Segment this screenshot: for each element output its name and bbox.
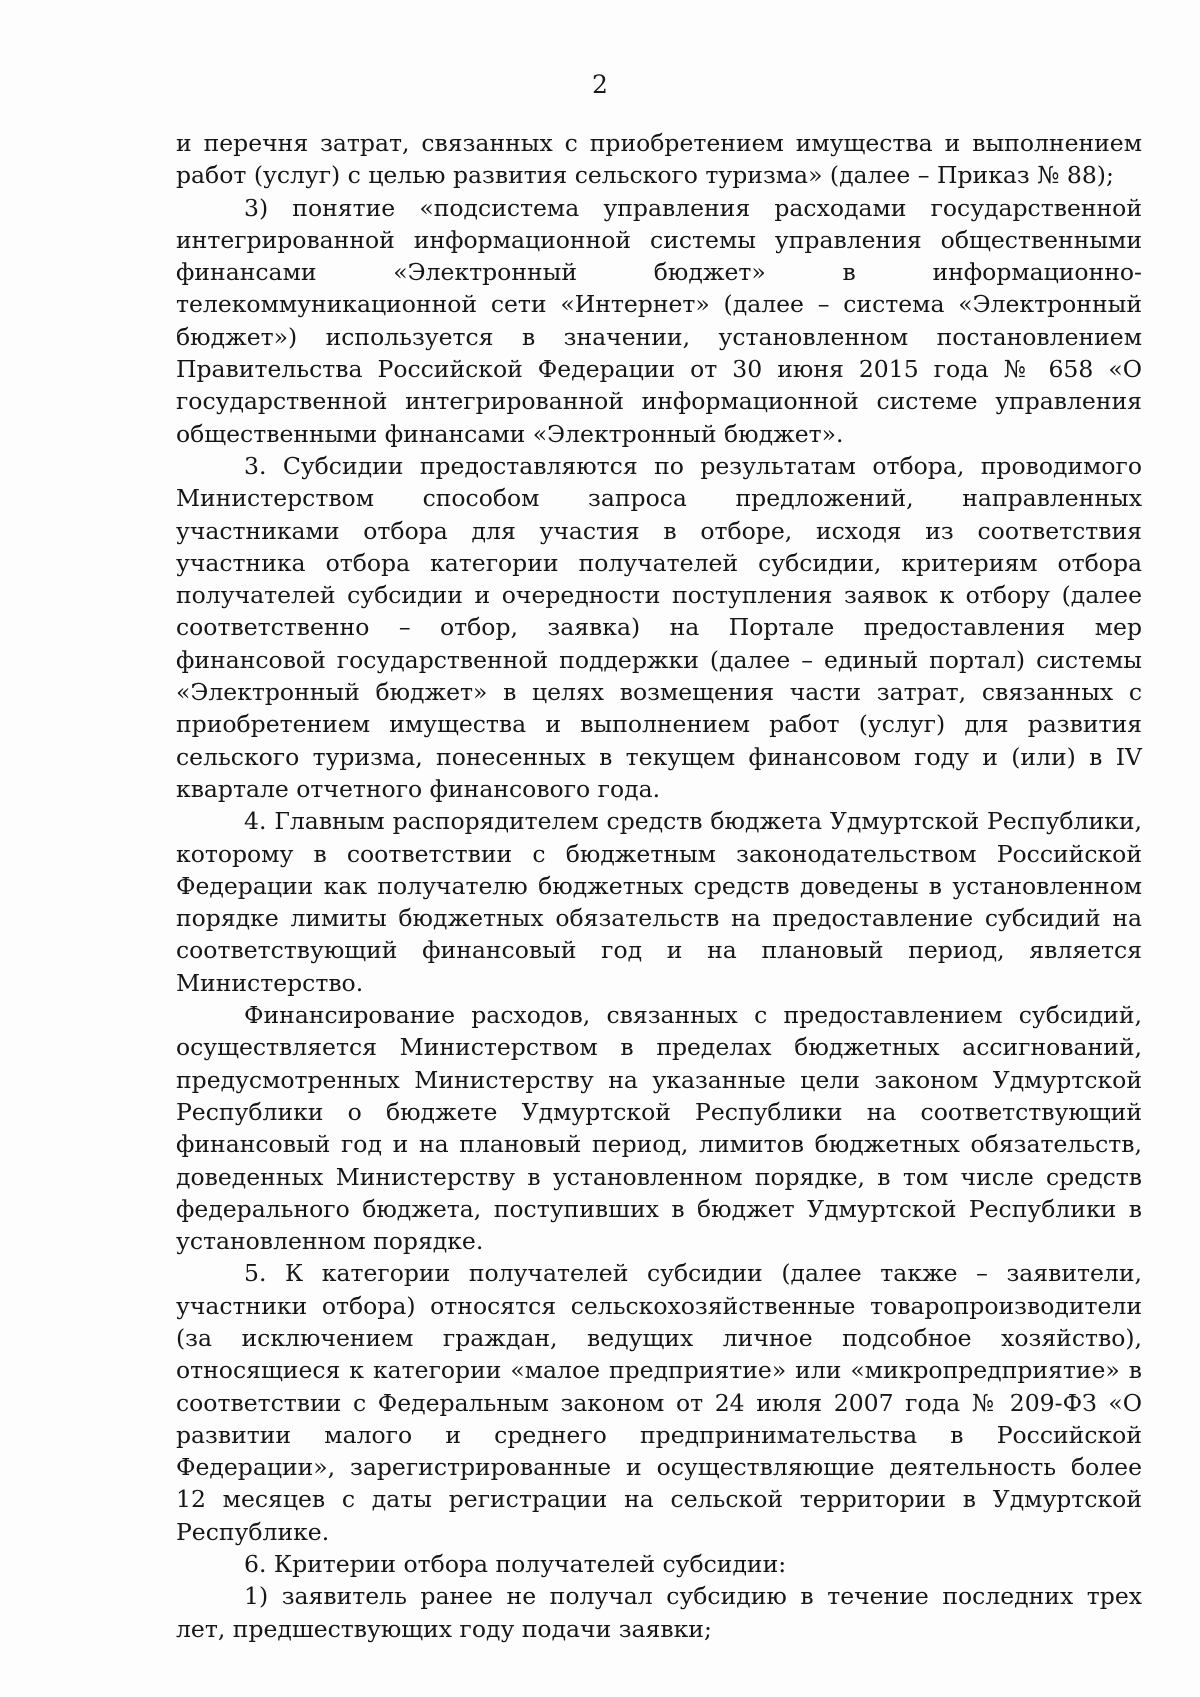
page-number: 2 bbox=[592, 70, 608, 99]
paragraph-item-3-definition: 3) понятие «подсистема управления расходами государственной интегрированной информационной системы управления общественными финансами «Электронный бюджет» в информационно-телекоммуникационной сети «Интернет» (далее – система «Электронный бюджет») используется в значении, установленном постановлением Правительства Российской Федерации от 30 июня 2015 года № 658 «О государственной интегрированной информационной системе управления общественными финансами «Электронный бюджет». bbox=[176, 193, 1142, 448]
paragraph-criterion-1: 1) заявитель ранее не получал субсидию в течение последних трех лет, предшествующих году подачи заявки; bbox=[176, 1582, 1142, 1643]
paragraph-clause-4: 4. Главным распорядителем средств бюджета Удмуртской Республики, которому в соответствии с бюджетным законодательством Российской Федерации как получателю бюджетных средств доведены в установленном порядке лимиты бюджетных обязательств на предоставление субсидий на соответствующий финансовый год и на плановый период, является Министерство. bbox=[176, 807, 1142, 997]
document-body bbox=[176, 127, 1142, 1645]
paragraph-continuation: и перечня затрат, связанных с приобретением имущества и выполнением работ (услуг) с целью развития сельского туризма» (далее – Приказ № 88); bbox=[176, 129, 1142, 190]
paragraph-clause-3: 3. Субсидии предоставляются по результатам отбора, проводимого Министерством способом запроса предложений, направленных участниками отбора для участия в отборе, исходя из соответствия участника отбора категории получателей субсидии, критериям отбора получателей субсидии и очередности поступления заявок к отбору (далее соответственно – отбор, заявка) на Портале предоставления мер финансовой государственной поддержки (далее – единый портал) системы «Электронный бюджет» в целях возмещения части затрат, связанных с приобретением имущества и выполнением работ (услуг) для развития сельского туризма, понесенных в текущем финансовом году и (или) в IV квартале отчетного финансового года. bbox=[176, 451, 1142, 803]
paragraph-clause-5: 5. К категории получателей субсидии (далее также – заявители, участники отбора) относятся сельскохозяйственные товаропроизводители (за исключением граждан, ведущих личное подсобное хозяйство), относящиеся к категории «малое предприятие» или «микропредприятие» в соответствии с Федеральным законом от 24 июля 2007 года № 209-ФЗ «О развитии малого и среднего предпринимательства в Российской Федерации», зарегистрированные и осуществляющие деятельность более 12 месяцев с даты регистрации на сельской территории в Удмуртской Республике. bbox=[176, 1259, 1142, 1546]
paragraph-clause-6: 6. Критерии отбора получателей субсидии: bbox=[244, 1550, 787, 1579]
paragraph-financing: Финансирование расходов, связанных с предоставлением субсидий, осуществляется Министерством в пределах бюджетных ассигнований, предусмотренных Министерству на указанные цели законом Удмуртской Республики о бюджете Удмуртской Республики на соответствующий финансовый год и на плановый период, лимитов бюджетных обязательств, доведенных Министерству в установленном порядке, в том числе средств федерального бюджета, поступивших в бюджет Удмуртской Республики в установленном порядке. bbox=[176, 1001, 1142, 1256]
